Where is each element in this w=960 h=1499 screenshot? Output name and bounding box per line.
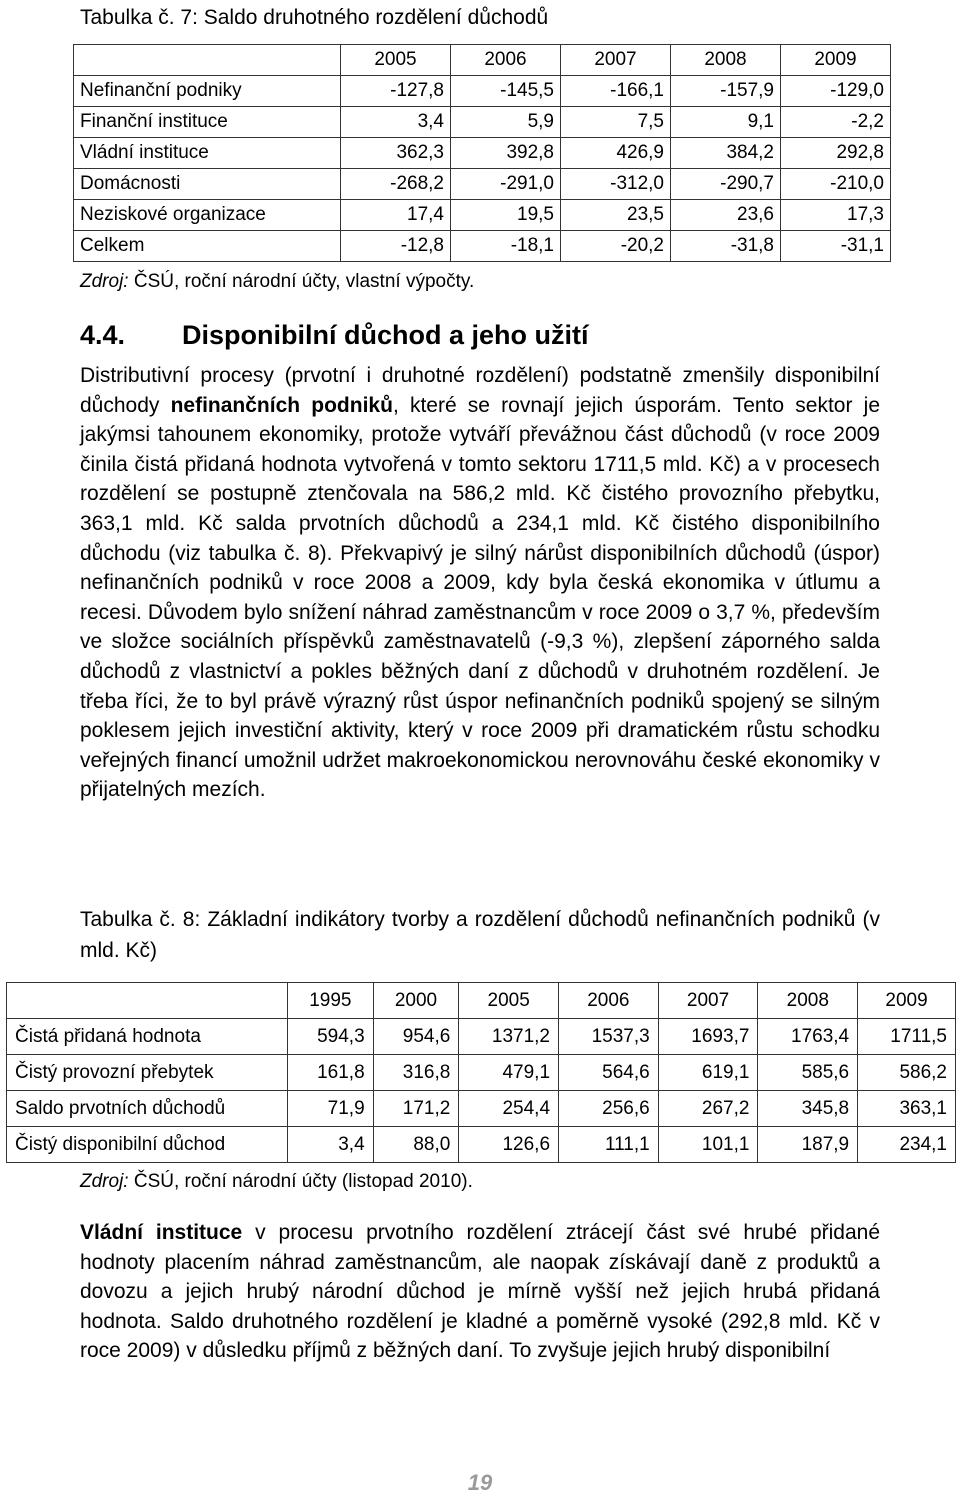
table8-cell: 316,8 xyxy=(373,1055,459,1091)
table7-year-header: 2009 xyxy=(781,45,891,76)
table7-row-label: Finanční instituce xyxy=(74,107,341,138)
table7-year-header: 2006 xyxy=(451,45,561,76)
table7-row-label: Vládní instituce xyxy=(74,138,341,169)
source-text: ČSÚ, roční národní účty, vlastní výpočty. xyxy=(128,271,475,292)
paragraph-nonfinancial xyxy=(80,361,880,805)
paragraph-text: , které se rovnají jejich úsporám. Tento sektor je jakýmsi tahounem ekonomiky, protože vytváří převážnou část důchodů (v roce 2009 činila čistá přidaná hodnota vytvořená v tomto sektoru 1711,5 mld. Kč) a v procesech rozdělení se postupně ztenčovala na 586,2 mld. Kč čistého provozního přebytku, 363,1 mld. Kč salda prvotních důchodů a 234,1 mld. Kč čistého disponibilního důchodu (viz tabulka č. 8). Překvapivý je silný nárůst disponibilních důchodů (úspor) nefinančních podniků v roce 2008 a 2009, kdy byla česká ekonomika v útlumu a recesi. Důvodem bylo snížení náhrad zaměstnancům v roce 2009 o 3,7 %, především ve složce sociálních příspěvků zaměstnavatelů (-9,3 %), zlepšení záporného salda důchodů z vlastnictví a pokles běžných daní z důchodů v druhotném rozdělení. Je třeba říci, že to byl právě výrazný růst úspor nefinančních podniků spojený se silným poklesem jejich investiční aktivity, který v roce 2009 při dramatickém růstu schodku veřejných financí umožnil udržet makroekonomickou nerovnováhu české ekonomiky v přijatelných mezích. xyxy=(80,393,880,802)
paragraph-text: v procesu prvotního rozdělení ztrácejí část své hrubé přidané hodnoty placením náhrad zaměstnancům, ale naopak získávají daně z produktů a dovozu a jejich hrubý národní důchod je mírně vyšší než jejich hrubá přidaná hodnota. Saldo druhotného rozdělení je kladné a poměrně vysoké (292,8 mld. Kč v roce 2009) v důsledku příjmů z běžných daní. To zvyšuje jejich hrubý disponibilní xyxy=(80,1221,880,1363)
table8-cell: 267,2 xyxy=(658,1091,758,1127)
section-heading xyxy=(80,318,588,352)
table7-row-label: Neziskové organizace xyxy=(74,200,341,231)
table8-year-header: 2000 xyxy=(373,983,459,1019)
table7-cell: 17,4 xyxy=(341,200,451,231)
table7-cell: 426,9 xyxy=(561,138,671,169)
table8-cell: 363,1 xyxy=(858,1091,956,1127)
table7-cell: -31,8 xyxy=(671,231,781,262)
table8-row-label: Čistý disponibilní důchod xyxy=(7,1127,288,1163)
table7-cell: -20,2 xyxy=(561,231,671,262)
table7-cell: -312,0 xyxy=(561,169,671,200)
table8-corner-cell xyxy=(7,983,288,1019)
table7-row-label: Domácnosti xyxy=(74,169,341,200)
table8-cell: 564,6 xyxy=(559,1055,659,1091)
table-row xyxy=(74,76,891,107)
table8-cell: 254,4 xyxy=(459,1091,559,1127)
table8-row-label: Čistá přidaná hodnota xyxy=(7,1019,288,1055)
table8-cell: 1711,5 xyxy=(858,1019,956,1055)
table8-cell: 619,1 xyxy=(658,1055,758,1091)
table8 xyxy=(6,982,956,1163)
table-row xyxy=(7,1091,956,1127)
table8-year-header: 1995 xyxy=(288,983,374,1019)
table8-cell: 345,8 xyxy=(758,1091,858,1127)
table7-cell: 9,1 xyxy=(671,107,781,138)
table8-cell: 234,1 xyxy=(858,1127,956,1163)
table8-row-label: Čistý provozní přebytek xyxy=(7,1055,288,1091)
table7-cell: -210,0 xyxy=(781,169,891,200)
table8-cell: 3,4 xyxy=(288,1127,374,1163)
table8-cell: 187,9 xyxy=(758,1127,858,1163)
paragraph-text: Distributivní procesy (prvotní i druhotné rozdělení) podstatně zmenšily disponibilní důchody xyxy=(80,364,880,417)
table8-cell: 1693,7 xyxy=(658,1019,758,1055)
table7-year-header: 2005 xyxy=(341,45,451,76)
page-number: 19 xyxy=(467,1470,493,1495)
table7-caption: Tabulka č. 7: Saldo druhotného rozdělení důchodů xyxy=(80,6,549,29)
source-prefix: Zdroj: xyxy=(80,1171,129,1192)
table7 xyxy=(73,44,891,262)
table8-year-header: 2008 xyxy=(758,983,858,1019)
table7-header-row xyxy=(74,45,891,76)
table8-cell: 586,2 xyxy=(858,1055,956,1091)
table-row xyxy=(7,1127,956,1163)
table8-source xyxy=(80,1168,473,1196)
table7-cell: 3,4 xyxy=(341,107,451,138)
table7-cell: -291,0 xyxy=(451,169,561,200)
table-row xyxy=(7,1055,956,1091)
table8-cell: 88,0 xyxy=(373,1127,459,1163)
table8-cell: 101,1 xyxy=(658,1127,758,1163)
table8-cell: 1537,3 xyxy=(559,1019,659,1055)
table8-cell: 594,3 xyxy=(288,1019,374,1055)
table8-cell: 111,1 xyxy=(559,1127,659,1163)
table7-cell: 17,3 xyxy=(781,200,891,231)
table7-cell: -290,7 xyxy=(671,169,781,200)
table7-cell: -12,8 xyxy=(341,231,451,262)
table-row xyxy=(74,169,891,200)
table8-cell: 161,8 xyxy=(288,1055,374,1091)
paragraph-government xyxy=(80,1218,880,1366)
table8-cell: 71,9 xyxy=(288,1091,374,1127)
table-row xyxy=(74,231,891,262)
table7-cell: 292,8 xyxy=(781,138,891,169)
table7-cell: 23,5 xyxy=(561,200,671,231)
table7-cell: -2,2 xyxy=(781,107,891,138)
table8-year-header: 2006 xyxy=(559,983,659,1019)
table7-cell: -268,2 xyxy=(341,169,451,200)
table7-row-label: Nefinanční podniky xyxy=(74,76,341,107)
table-row xyxy=(7,1019,956,1055)
source-text: ČSÚ, roční národní účty (listopad 2010). xyxy=(128,1171,473,1192)
section-title: Disponibilní důchod a jeho užití xyxy=(182,320,589,350)
table8-row-label: Saldo prvotních důchodů xyxy=(7,1091,288,1127)
table-row xyxy=(74,200,891,231)
table7-year-header: 2008 xyxy=(671,45,781,76)
table7-cell: 19,5 xyxy=(451,200,561,231)
table8-year-header: 2005 xyxy=(459,983,559,1019)
table7-cell: 23,6 xyxy=(671,200,781,231)
table8-header-row xyxy=(7,983,956,1019)
emphasis-text: nefinančních podniků xyxy=(170,393,393,417)
table8-cell: 479,1 xyxy=(459,1055,559,1091)
table7-cell: -31,1 xyxy=(781,231,891,262)
table7-cell: 392,8 xyxy=(451,138,561,169)
table7-cell: -18,1 xyxy=(451,231,561,262)
table8-cell: 585,6 xyxy=(758,1055,858,1091)
source-prefix: Zdroj: xyxy=(80,271,129,292)
emphasis-text: Vládní instituce xyxy=(80,1221,243,1244)
table8-cell: 126,6 xyxy=(459,1127,559,1163)
table8-year-header: 2007 xyxy=(658,983,758,1019)
table-row xyxy=(74,138,891,169)
table8-cell: 1371,2 xyxy=(459,1019,559,1055)
table7-cell: 7,5 xyxy=(561,107,671,138)
table8-caption: Tabulka č. 8: Základní indikátory tvorby a rozdělení důchodů nefinančních podniků (v mld. Kč) xyxy=(80,908,880,962)
table7-row-label: Celkem xyxy=(74,231,341,262)
table7-cell: -127,8 xyxy=(341,76,451,107)
table7-corner-cell xyxy=(74,45,341,76)
table7-cell: 362,3 xyxy=(341,138,451,169)
table8-year-header: 2009 xyxy=(858,983,956,1019)
table7-cell: -129,0 xyxy=(781,76,891,107)
table-row xyxy=(74,107,891,138)
table8-cell: 954,6 xyxy=(373,1019,459,1055)
section-number: 4.4. xyxy=(80,320,126,350)
table8-cell: 171,2 xyxy=(373,1091,459,1127)
table7-source xyxy=(80,268,474,296)
table7-cell: -166,1 xyxy=(561,76,671,107)
table7-cell: 5,9 xyxy=(451,107,561,138)
table8-cell: 1763,4 xyxy=(758,1019,858,1055)
table8-cell: 256,6 xyxy=(559,1091,659,1127)
table7-cell: 384,2 xyxy=(671,138,781,169)
table7-cell: -157,9 xyxy=(671,76,781,107)
table7-year-header: 2007 xyxy=(561,45,671,76)
table7-cell: -145,5 xyxy=(451,76,561,107)
